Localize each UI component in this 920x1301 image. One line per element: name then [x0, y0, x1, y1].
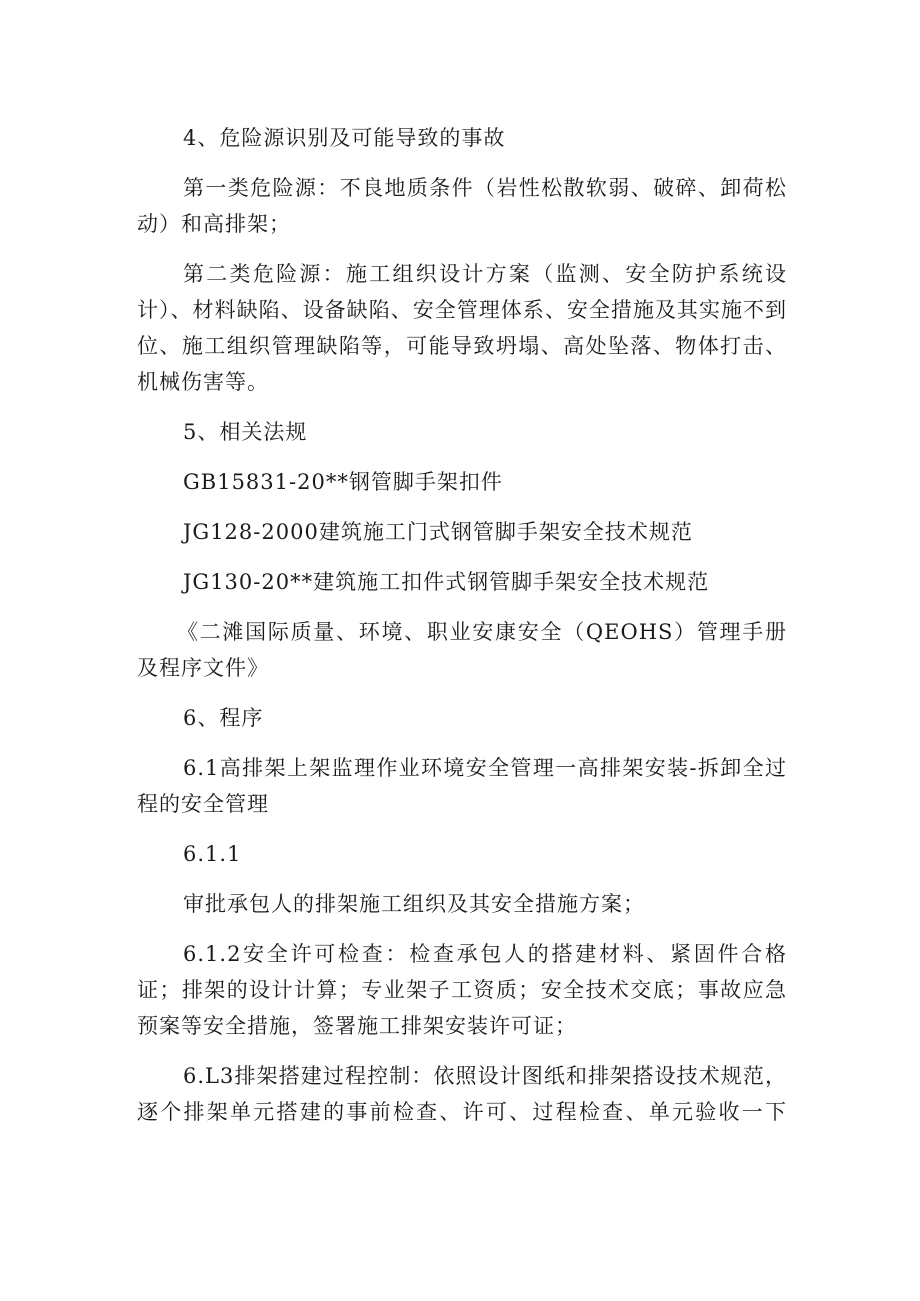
section-heading-regulations: 5、相关法规 — [183, 420, 308, 444]
regulation-item-gb15831: GB15831-20**钢管脚手架扣件 — [183, 470, 503, 494]
paragraph-6-1-2: 6.1.2安全许可检查：检查承包人的搭建材料、紧固件合格证；排架的设计计算；专业架子工资质；安全技术交底；事故应急预案等安全措施，签署施工排架安装许可证； — [137, 942, 787, 1038]
paragraph-6-1-1-text: 审批承包人的排架施工组织及其安全措施方案； — [183, 892, 645, 916]
document-page — [137, 120, 787, 1144]
section-heading-hazard-identification: 4、危险源识别及可能导致的事故 — [183, 126, 506, 150]
paragraph-6-1: 6.1高排架上架监理作业环境安全管理一高排架安装-拆卸全过程的安全管理 — [137, 756, 787, 816]
section-heading-procedure: 6、程序 — [183, 706, 264, 730]
regulation-item-jg130: JG130-20**建筑施工扣件式钢管脚手架安全技术规范 — [183, 570, 710, 594]
regulation-item-jg128: JG128-2000建筑施工门式钢管脚手架安全技术规范 — [183, 520, 693, 544]
paragraph-6-1-3: 6.L3排架搭建过程控制：依照设计图纸和排架搭设技术规范，逐个排架单元搭建的事前检查、许可、过程检查、单元验收一下 — [137, 1064, 787, 1124]
paragraph-6-1-1-number: 6.1.1 — [183, 842, 242, 866]
paragraph-hazard-type-1: 第一类危险源：不良地质条件（岩性松散软弱、破碎、卸荷松动）和高排架； — [137, 176, 787, 236]
regulation-item-qeohs-manual: 《二滩国际质量、环境、职业安康安全（QEOHS）管理手册及程序文件》 — [137, 620, 787, 680]
paragraph-hazard-type-2: 第二类危险源：施工组织设计方案（监测、安全防护系统设计）、材料缺陷、设备缺陷、安全管理体系、安全措施及其实施不到位、施工组织管理缺陷等，可能导致坍塌、高处坠落、物体打击、机械伤害等。 — [137, 262, 787, 394]
